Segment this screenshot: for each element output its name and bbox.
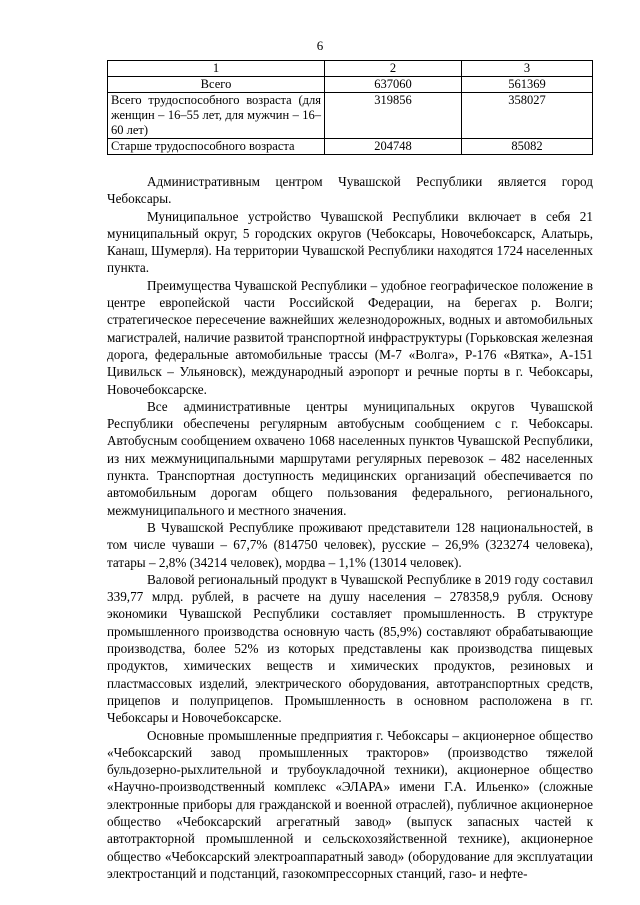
page-number: 6: [316, 38, 324, 53]
paragraph: Преимущества Чувашской Республики – удобное географическое положение в центре европейской части Российской Федерации, на берегах р. Волги; стратегическое пересечение важнейших железнодорожных, водных и автомобильных магистралей, наличие развитой транспортной инфраструктуры (Горьковская железная дорога, федеральные автомобильные трассы (М-7 «Волга», Р-176 «Вятка», А-151 Цивильск – Ульяновск), международный аэропорт и речные порты в г. Чебоксары, Новочебоксарске.: [107, 277, 593, 397]
paragraph: В Чувашской Республике проживают представители 128 национальностей, в том числе чуваши – 67,7% (814750 человек), русские – 26,9% (323274 человека), татары – 2,8% (34214 человек), мордва – 1,1% (13014 человек).: [107, 519, 593, 570]
paragraph: Валовой региональный продукт в Чувашской Республике в 2019 году составил 339,77 млрд. рублей, в расчете на душу населения – 278358,9 рубля. Основу экономики Чувашской Республики составляет промышленность. В структуре промышленного производства основную часть (85,9%) составляют обрабатывающие производства, более 52% из которых представлены как производства пищевых продуктов, химических веществ и химических продуктов, резиновых и пластмассовых изделий, электрического оборудования, автотранспортных средств, прицепов и полуприцепов. Промышленность в основном расположена в гг. Чебоксары и Новочебоксарске.: [107, 571, 593, 726]
table-row: [108, 77, 593, 93]
table-row: [108, 93, 593, 139]
population-table: [107, 60, 593, 155]
table-cell: 637060: [325, 77, 462, 93]
table-cell: 204748: [325, 139, 462, 155]
table-cell: 561369: [462, 77, 593, 93]
table-row-label: Всего: [108, 77, 325, 93]
table-cell: 358027: [462, 93, 593, 139]
table-row-label: Всего трудоспособного возраста (для женщин – 16–55 лет, для мужчин – 16–60 лет): [108, 93, 325, 139]
paragraph: Муниципальное устройство Чувашской Республики включает в себя 21 муниципальный округ, 5 городских округов (Чебоксары, Новочебоксарск, Алатырь, Канаш, Шумерля). На территории Чувашской Республики находятся 1724 населенных пункта.: [107, 208, 593, 276]
paragraph: Административным центром Чувашской Республики является город Чебоксары.: [107, 174, 593, 207]
paragraph: Основные промышленные предприятия г. Чебоксары – акционерное общество «Чебоксарский завод промышленных тракторов» (производство тяжелой бульдозерно-рыхлительной и трубоукладочной техники), акционерное общество «Научно-производственный комплекс «ЭЛАРА» имени Г.А. Ильенко» (сложные электронные приборы для гражданской и военной отраслей), публичное акционерное общество «Чебоксарский агрегатный завод» (выпуск запасных частей к автотракторной промышленной и сельскохозяйственной технике), акционерное общество «Чебоксарский электроаппаратный завод» (оборудование для эксплуатации электростанций и подстанций, газокомпрессорных станций, газо- и нефте-: [107, 727, 593, 881]
table-row: [108, 139, 593, 155]
paragraph: Все административные центры муниципальных округов Чувашской Республики обеспечены регулярным автобусным сообщением с г. Чебоксары. Автобусным сообщением охвачено 1068 населенных пунктов Чувашской Республики, из них межмуниципальными маршрутами регулярных перевозок – 482 населенных пункта. Транспортная доступность медицинских организаций обеспечивается по автомобильным дорогам общего пользования федерального, регионального, межмуниципального и местного значения.: [107, 398, 593, 518]
table-header-row: [108, 61, 593, 77]
table-row-label: Старше трудоспособного возраста: [108, 139, 325, 155]
table-header-cell: 1: [108, 61, 325, 77]
body-text: [107, 173, 593, 882]
table-header-cell: 2: [325, 61, 462, 77]
table-cell: 319856: [325, 93, 462, 139]
table-header-cell: 3: [462, 61, 593, 77]
table-cell: 85082: [462, 139, 593, 155]
